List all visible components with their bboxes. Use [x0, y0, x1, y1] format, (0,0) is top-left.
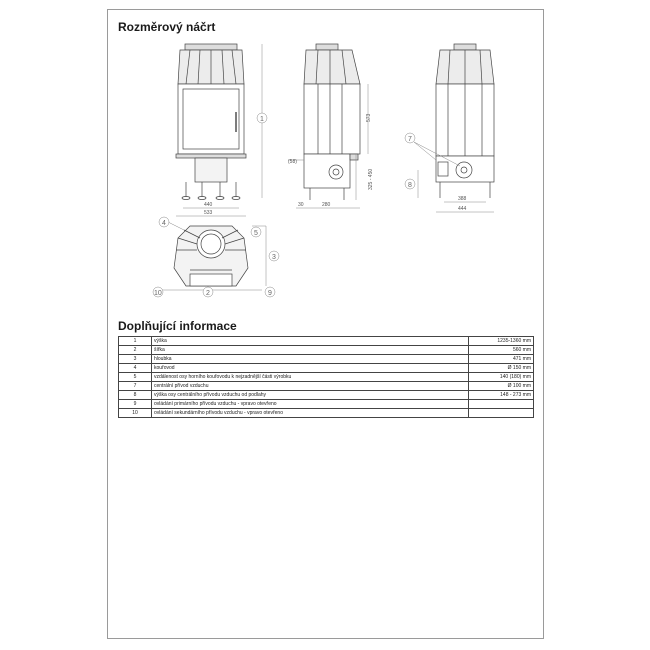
table-row	[119, 382, 534, 391]
row-description: kouřovod	[152, 364, 469, 373]
row-number: 10	[119, 409, 152, 418]
table-row	[119, 355, 534, 364]
table-row	[119, 346, 534, 355]
dim-front-outer: 533	[204, 210, 213, 216]
dim-side-height: 573	[366, 113, 372, 122]
sketch-title: Rozměrový náčrt	[118, 20, 216, 34]
info-table	[118, 336, 534, 418]
row-number: 5	[119, 373, 152, 382]
row-value	[469, 400, 534, 409]
table-row	[119, 373, 534, 382]
row-number: 3	[119, 355, 152, 364]
table-row	[119, 391, 534, 400]
dim-side-d2: 280	[322, 202, 331, 208]
callout-4: 4	[162, 220, 166, 227]
top-view	[174, 226, 248, 286]
row-description: šířka	[152, 346, 469, 355]
dim-front-inner: 440	[204, 202, 213, 208]
row-number: 9	[119, 400, 152, 409]
callout-3: 3	[272, 254, 276, 261]
front-view	[176, 44, 246, 200]
row-value: Ø 150 mm	[469, 364, 534, 373]
dim-back-d1: 388	[458, 196, 467, 202]
info-title: Doplňující informace	[118, 319, 237, 333]
callout-1: 1	[260, 116, 264, 123]
row-value: 560 mm	[469, 346, 534, 355]
callout-5: 5	[254, 230, 258, 237]
row-description: výška	[152, 337, 469, 346]
dim-back-d2: 444	[458, 206, 467, 212]
row-value	[469, 409, 534, 418]
row-number: 7	[119, 382, 152, 391]
row-description: ovládání sekundárního přívodu vzduchu - vpravo otevřeno	[152, 409, 469, 418]
row-description: vzdálenost osy horního kouřovodu k nejzadnější části výrobku	[152, 373, 469, 382]
callout-7: 7	[408, 136, 412, 143]
dim-side-low: 325 - 450	[368, 168, 374, 190]
row-description: ovládání primárního přívodu vzduchu - vpravo otevřeno	[152, 400, 469, 409]
row-number: 1	[119, 337, 152, 346]
dim-side-tag: (58)	[288, 159, 297, 165]
callout-10: 10	[154, 290, 162, 297]
table-row	[119, 337, 534, 346]
callout-2: 2	[206, 290, 210, 297]
dim-side-d1: 30	[298, 202, 304, 208]
table-row	[119, 364, 534, 373]
row-number: 4	[119, 364, 152, 373]
row-number: 2	[119, 346, 152, 355]
row-number: 8	[119, 391, 152, 400]
side-view	[304, 44, 360, 200]
row-description: výška osy centrálního přívodu vzduchu od podlahy	[152, 391, 469, 400]
table-row	[119, 409, 534, 418]
callout-8: 8	[408, 182, 412, 189]
row-description: hloubka	[152, 355, 469, 364]
back-view	[436, 44, 494, 198]
info-table-body	[119, 337, 534, 418]
row-value: 148 - 273 mm	[469, 391, 534, 400]
row-value: 140 (180) mm	[469, 373, 534, 382]
row-value: Ø 100 mm	[469, 382, 534, 391]
row-value: 1235-1360 mm	[469, 337, 534, 346]
table-row	[119, 400, 534, 409]
row-description: centrální přívod vzduchu	[152, 382, 469, 391]
callout-9: 9	[268, 290, 272, 297]
row-value: 471 mm	[469, 355, 534, 364]
